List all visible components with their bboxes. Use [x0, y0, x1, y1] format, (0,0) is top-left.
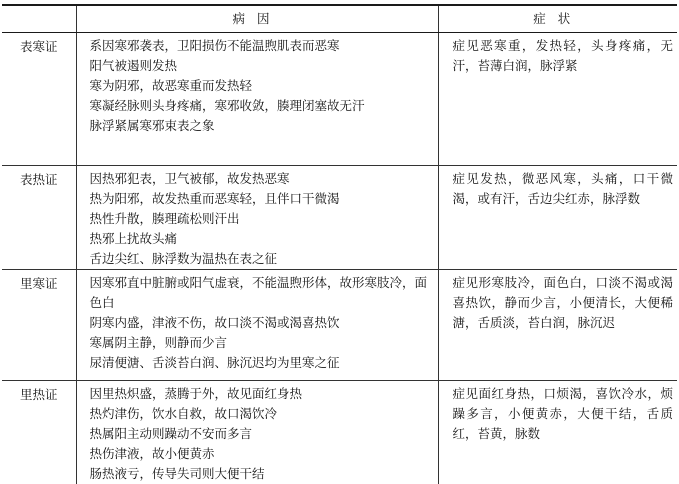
table-header-row — [2, 5, 677, 33]
table-row — [2, 33, 677, 166]
cause-line: 系因寒邪袭表，卫阳损伤不能温煦肌表而恶寒 — [90, 36, 432, 56]
cause-line: 热灼津伤，饮水自救，故口渴饮冷 — [90, 404, 432, 424]
cause-line: 尿清便溏、舌淡苔白润、脉沉迟均为里寒之征 — [90, 353, 432, 373]
cause-line: 寒凝经脉则头身疼痛，寒邪收敛，腠理闭塞故无汗 — [90, 96, 432, 116]
symptom-cell — [438, 270, 677, 381]
syndrome-table — [2, 4, 677, 484]
cause-line: 因寒邪直中脏腑或阳气虚衰，不能温煦形体，故形寒肢冷，面色白 — [90, 273, 432, 313]
syndrome-name: 表热证 — [2, 166, 76, 270]
cause-line: 阴寒内盛，津液不伤，故口淡不渴或渴喜热饮 — [90, 313, 432, 333]
symptom-text: 症见面红身热，口烦渴，喜饮冷水，烦躁多言，小便黄赤，大便干结，舌质红，苔黄，脉数 — [453, 384, 674, 444]
cause-line: 肠热液亏，传导失司则大便干结 — [90, 464, 432, 484]
symptom-text: 症见恶寒重，发热轻，头身疼痛，无汗，苔薄白润，脉浮紧 — [453, 36, 674, 76]
symptom-cell — [438, 381, 677, 484]
cause-line: 热为阳邪，故发热重而恶寒轻，且伴口干微渴 — [90, 189, 432, 209]
cause-line: 热伤津液，故小便黄赤 — [90, 444, 432, 464]
symptom-cell — [438, 33, 677, 166]
table-row — [2, 166, 677, 270]
cause-line: 热属阳主动则躁动不安而多言 — [90, 424, 432, 444]
cause-line: 热性升散，腠理疏松则汗出 — [90, 209, 432, 229]
cause-line: 因热邪犯表，卫气被郁，故发热恶寒 — [90, 169, 432, 189]
cause-cell — [76, 270, 438, 381]
cause-line: 寒属阴主静，则静而少言 — [90, 333, 432, 353]
cause-line: 寒为阴邪，故恶寒重而发热轻 — [90, 76, 432, 96]
table-row — [2, 381, 677, 484]
cause-cell — [76, 166, 438, 270]
table-row — [2, 270, 677, 381]
cause-line: 舌边尖红、脉浮数为温热在表之征 — [90, 249, 432, 269]
cause-line: 阳气被遏则发热 — [90, 56, 432, 76]
syndrome-name: 里热证 — [2, 381, 76, 484]
header-symptom: 症状 — [438, 5, 677, 33]
header-syndrome — [2, 5, 76, 33]
symptom-cell — [438, 166, 677, 270]
cause-cell — [76, 33, 438, 166]
cause-line: 因里热炽盛，蒸腾于外，故见面红身热 — [90, 384, 432, 404]
cause-line: 热邪上扰故头痛 — [90, 229, 432, 249]
cause-line: 脉浮紧属寒邪束表之象 — [90, 116, 432, 136]
cause-cell — [76, 381, 438, 484]
syndrome-name: 表寒证 — [2, 33, 76, 166]
syndrome-name: 里寒证 — [2, 270, 76, 381]
header-cause: 病因 — [76, 5, 438, 33]
symptom-text: 症见形寒肢冷，面色白，口淡不渴或渴喜热饮，静而少言，小便清长，大便稀溏，舌质淡，苔白润，脉沉迟 — [453, 273, 674, 333]
symptom-text: 症见发热，微恶风寒，头痛，口干微渴，或有汗，舌边尖红赤，脉浮数 — [453, 169, 674, 209]
